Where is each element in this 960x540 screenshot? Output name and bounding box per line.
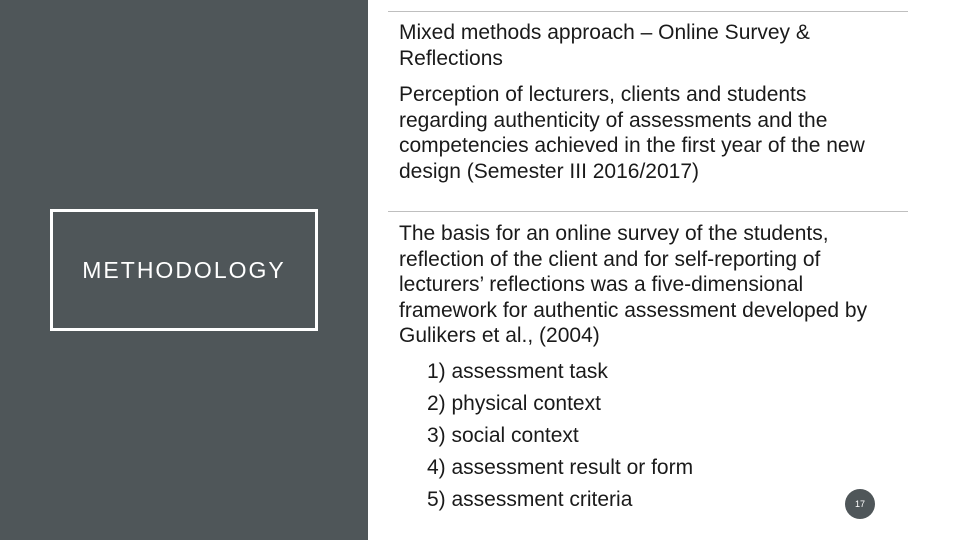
list-item: 5) assessment criteria [427, 488, 633, 511]
paragraph-perception: Perception of lecturers, clients and students regarding authenticity of assessments and the competencies achieved in the first year of the new design (Semester III 2016/2017) [399, 83, 865, 183]
paragraph-methods: Mixed methods approach – Online Survey & Reflections [399, 21, 810, 70]
list-item: 4) assessment result or form [427, 456, 694, 479]
list-item: 3) social context [427, 424, 579, 447]
section-title-box [50, 209, 318, 331]
dimension-list [427, 356, 693, 516]
paragraph-framework: The basis for an online survey of the students, reflection of the client and for self-reporting of lecturers’ reflections was a five-dimensional framework for authentic assessment developed by Gulikers et al., (2004) [399, 222, 868, 348]
list-item: 1) assessment task [427, 360, 608, 383]
top-divider [388, 11, 908, 12]
page-number-badge: 17 [845, 489, 875, 519]
section-title: METHODOLOGY [82, 256, 286, 283]
list-item: 2) physical context [427, 392, 601, 415]
middle-divider [388, 211, 908, 212]
